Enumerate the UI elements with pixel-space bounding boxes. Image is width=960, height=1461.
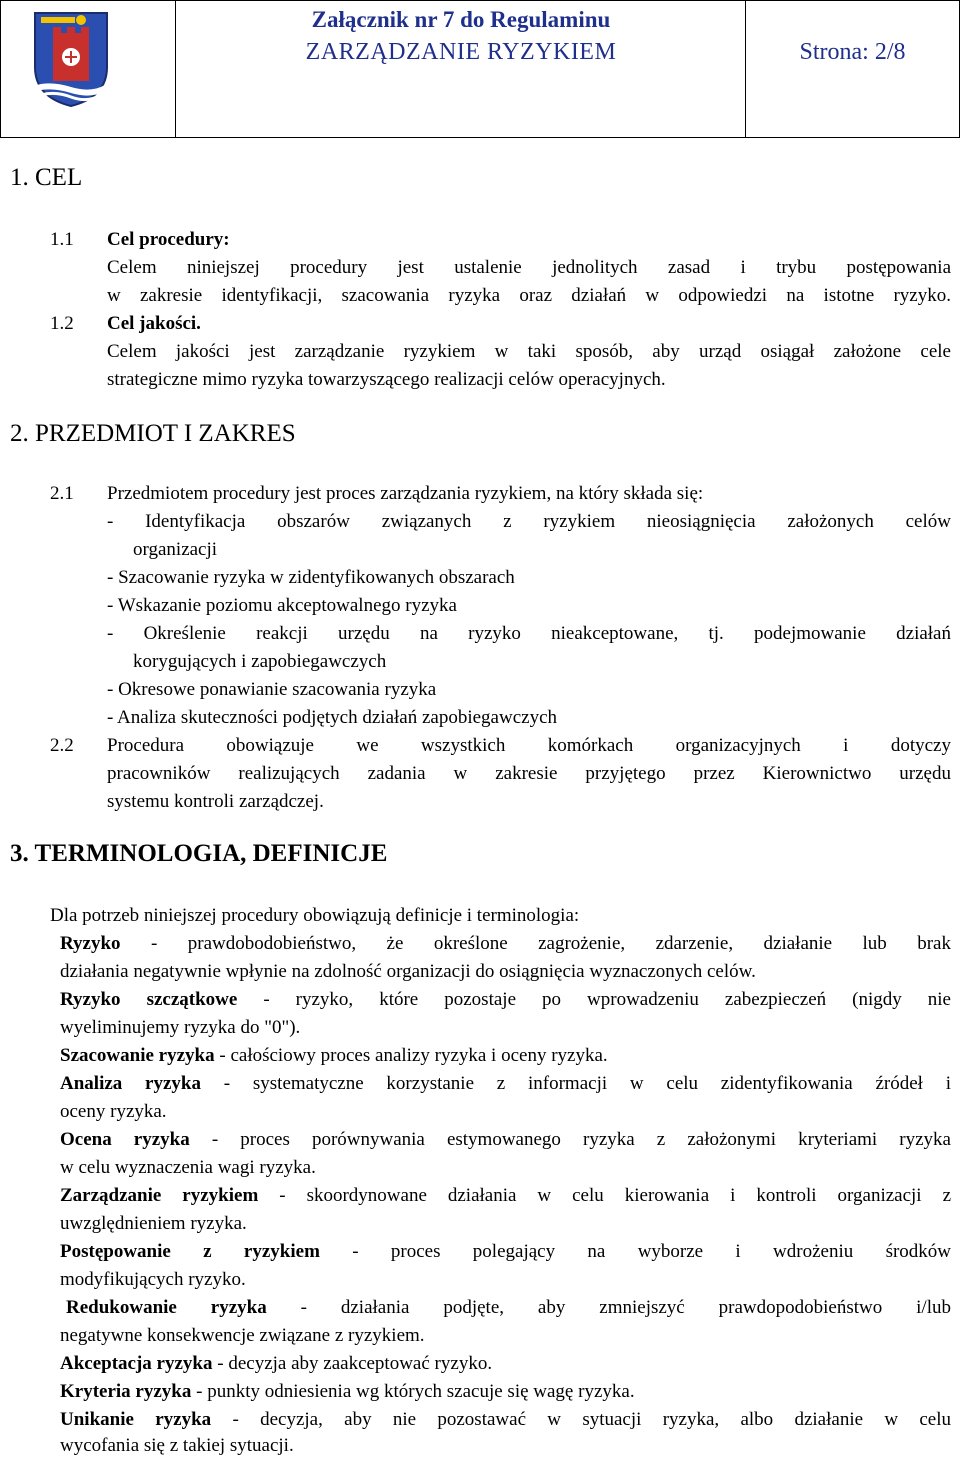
definition-kryteria-ryzyka: Kryteria ryzyka - punkty odniesienia wg których szacuje się wagę ryzyka. [60, 1381, 635, 1402]
definition-text: uwzględnieniem ryzyka. [60, 1213, 247, 1234]
section-1-1-number: 1.1 [50, 229, 74, 250]
section-2-heading: 2. PRZEDMIOT I ZAKRES [10, 420, 296, 447]
definition-term: Redukowanie ryzyka [66, 1297, 267, 1318]
definition-term: Zarządzanie ryzykiem [60, 1185, 259, 1206]
list-item: - Analiza skuteczności podjętych działań zapobiegawczych [107, 707, 557, 728]
section-1-1-text: Celem niniejszej procedury jest ustalenie jednolitych zasad i trybu postępowania [107, 257, 951, 278]
definition-term: Postępowanie z ryzykiem [60, 1241, 320, 1262]
section-1-2-text: strategiczne mimo ryzyka towarzyszącego realizacji celów operacyjnych. [107, 369, 666, 390]
definition-term: Unikanie ryzyka [60, 1409, 212, 1430]
definition-text: oceny ryzyka. [60, 1101, 167, 1122]
section-1-1-text: w zakresie identyfikacji, szacowania ryzyka oraz działań w odpowiedzi na istotne ryzyko. [107, 285, 951, 306]
section-3-intro: Dla potrzeb niniejszej procedury obowiązują definicje i terminologia: [50, 905, 580, 926]
section-2-2-text: Procedura obowiązuje we wszystkich komórkach organizacyjnych i dotyczy [107, 735, 951, 756]
definition-term: Analiza ryzyka [60, 1073, 201, 1094]
definition-term: Akceptacja ryzyka [60, 1353, 213, 1374]
definition-term: Ocena ryzyka [60, 1129, 190, 1150]
definition-text: w celu wyznaczenia wagi ryzyka. [60, 1157, 316, 1178]
section-1-2-title: Cel jakości. [107, 313, 201, 334]
definition-zarzadzanie-ryzykiem: Zarządzanie ryzykiem - skoordynowane działania w celu kierowania i kontroli organizacji z [60, 1185, 952, 1206]
document-header [0, 0, 960, 138]
definition-redukowanie-ryzyka: Redukowanie ryzyka - działania podjęte, aby zmniejszyć prawdopodobieństwo i/lub [66, 1297, 951, 1318]
definition-text: modyfikujących ryzyko. [60, 1269, 246, 1290]
section-1-2-text: Celem jakości jest zarządzanie ryzykiem w taki sposób, aby urząd osiągał założone cele [107, 341, 951, 362]
definition-term: Ryzyko [60, 933, 121, 954]
definition-ryzyko-szczatkowe: Ryzyko szczątkowe - ryzyko, które pozostaje po wprowadzeniu zabezpieczeń (nigdy nie [60, 989, 951, 1010]
definition-ocena-ryzyka: Ocena ryzyka - proces porównywania estymowanego ryzyka z założonymi kryteriami ryzyka [60, 1129, 951, 1150]
definition-text: wycofania się z takiej sytuacji. [60, 1435, 294, 1456]
section-3-heading: 3. TERMINOLOGIA, DEFINICJE [10, 840, 388, 867]
title-cell [176, 1, 746, 137]
list-item: organizacji [133, 539, 218, 560]
list-item: korygujących i zapobiegawczych [133, 651, 387, 672]
definition-akceptacja-ryzyka: Akceptacja ryzyka - decyzja aby zaakceptować ryzyko. [60, 1353, 493, 1374]
definition-text: działania negatywnie wpłynie na zdolność organizacji do osiągnięcia wyznaczonych celów. [60, 961, 756, 982]
definition-term: Kryteria ryzyka [60, 1381, 192, 1402]
document-subtitle: ZARZĄDZANIE RYZYKIEM [305, 39, 617, 65]
page-number: Strona: 2/8 [799, 39, 906, 65]
coat-of-arms-logo [31, 9, 111, 109]
list-item: - Określenie reakcji urzędu na ryzyko nieakceptowane, tj. podejmowanie działań [107, 623, 951, 644]
section-2-1-number: 2.1 [50, 483, 74, 504]
section-2-2-text: systemu kontroli zarządczej. [107, 791, 324, 812]
section-1-2-number: 1.2 [50, 313, 74, 334]
definition-term: Ryzyko szczątkowe [60, 989, 238, 1010]
section-2-1-text: Przedmiotem procedury jest proces zarządzania ryzykiem, na który składa się: [107, 483, 704, 504]
document-title: Załącznik nr 7 do Regulaminu [311, 7, 611, 32]
section-1-heading: 1. CEL [10, 164, 83, 191]
section-1-1-title: Cel procedury: [107, 229, 230, 250]
definition-postepowanie-z-ryzykiem: Postępowanie z ryzykiem - proces polegający na wyborze i wdrożeniu środków [60, 1241, 952, 1262]
list-item: - Szacowanie ryzyka w zidentyfikowanych obszarach [107, 567, 515, 588]
definition-text: wyeliminujemy ryzyka do "0"). [60, 1017, 301, 1038]
definition-text: negatywne konsekwencje związane z ryzykiem. [60, 1325, 425, 1346]
definition-analiza-ryzyka: Analiza ryzyka - systematyczne korzystanie z informacji w celu zidentyfikowania źródeł i [60, 1073, 952, 1094]
definition-term: Szacowanie ryzyka [60, 1045, 215, 1066]
definition-szacowanie-ryzyka: Szacowanie ryzyka - całościowy proces analizy ryzyka i oceny ryzyka. [60, 1045, 608, 1066]
section-2-2-text: pracowników realizujących zadania w zakresie przyjętego przez Kierownictwo urzędu [107, 763, 951, 784]
logo-cell [1, 1, 176, 137]
definition-ryzyko: Ryzyko - prawdobodobieństwo, że określone zagrożenie, zdarzenie, działanie lub brak [60, 933, 951, 954]
list-item: - Identyfikacja obszarów związanych z ryzykiem nieosiągnięcia założonych celów [107, 511, 951, 532]
list-item: - Wskazanie poziomu akceptowalnego ryzyka [107, 595, 457, 616]
list-item: - Okresowe ponawianie szacowania ryzyka [107, 679, 437, 700]
page-number-cell [746, 1, 959, 137]
definition-unikanie-ryzyka: Unikanie ryzyka - decyzja, aby nie pozostawać w sytuacji ryzyka, albo działanie w celu [60, 1409, 951, 1430]
section-2-2-number: 2.2 [50, 735, 74, 756]
